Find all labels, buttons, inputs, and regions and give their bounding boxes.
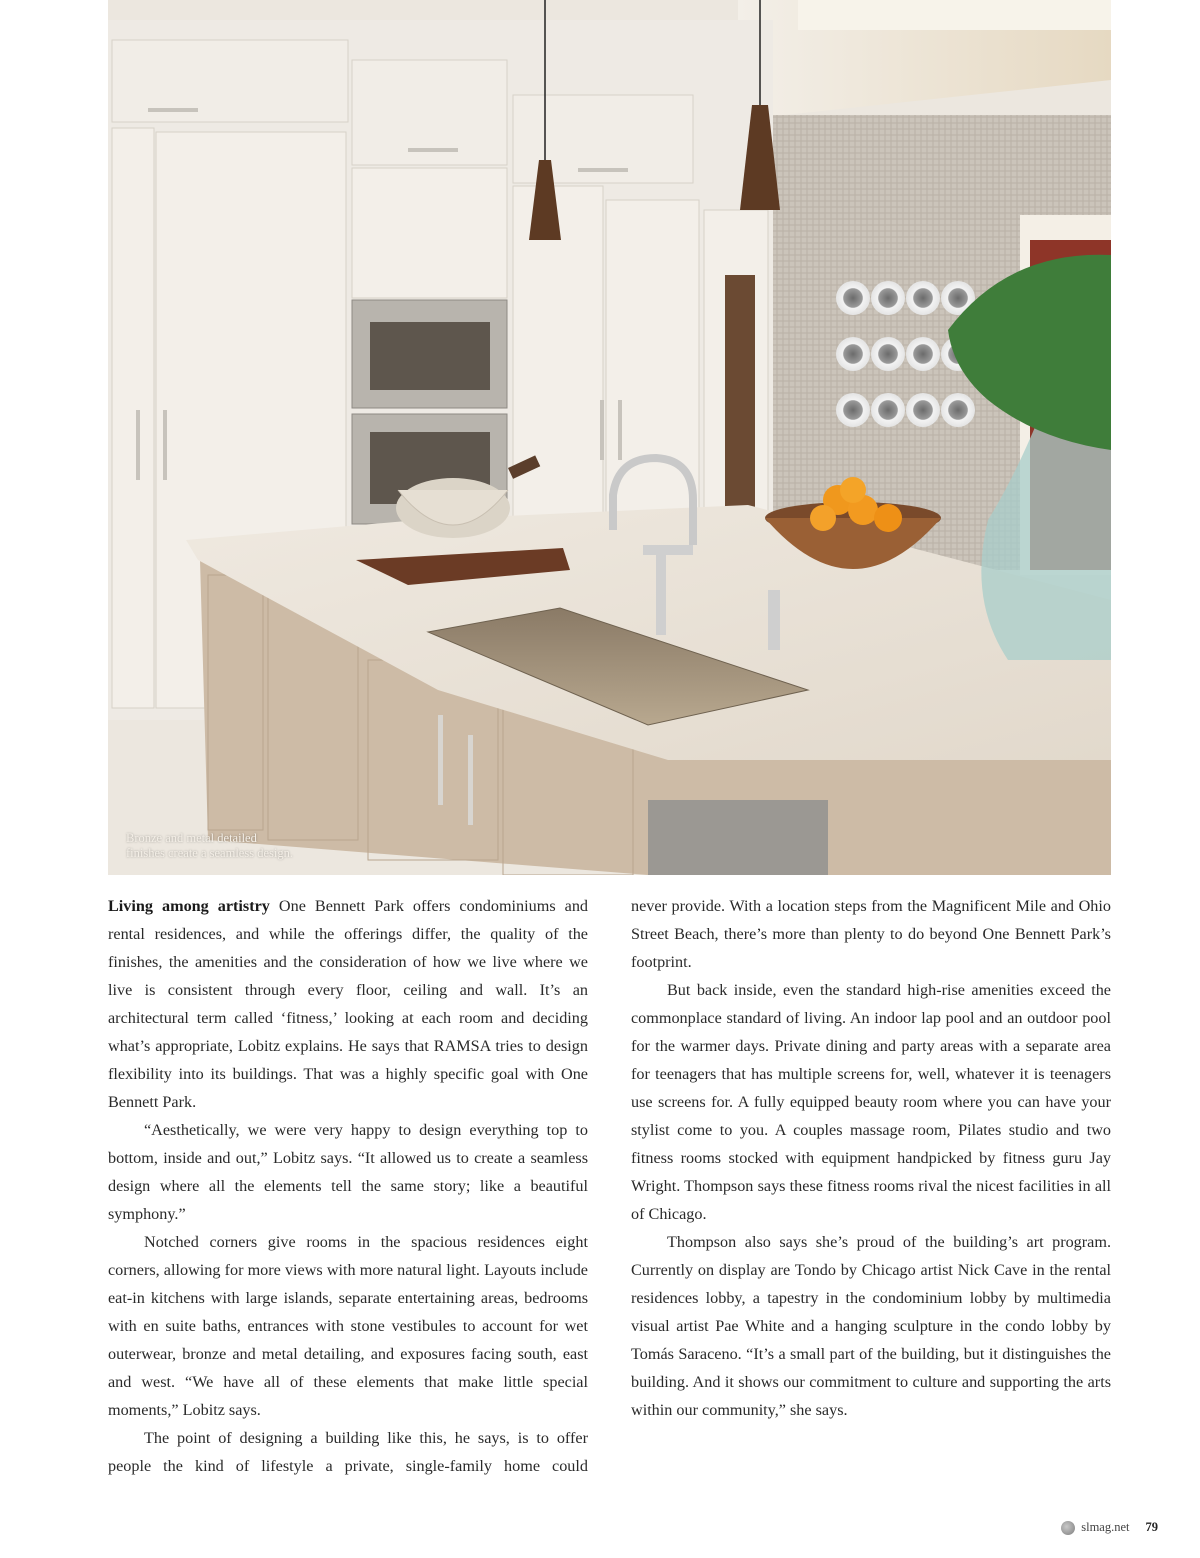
magazine-logo-icon: [1061, 1521, 1075, 1535]
photo-caption-line-2: finishes create a seamless design.: [126, 846, 293, 860]
photo-caption-line-1: Bronze and metal detailed: [126, 831, 257, 845]
article-column-right: [631, 892, 1111, 1424]
article-column-left: [108, 892, 588, 1480]
kitchen-photo: [108, 0, 1111, 875]
paragraph-text: One Bennett Park offers condominiums and rental residences, and while the offerings differ, the quality of the finishes, the amenities and the consideration of how we live where we live is consistent through every floor, ceiling and wall. It’s an architectural term called ‘fitness,’ looking at each room and deciding what’s appropriate, Lobitz explains. He says that RAMSA tries to design flexibility into its buildings. That was a highly specific goal with One Bennett Park.: [108, 897, 589, 1111]
photo-caption: [126, 831, 293, 861]
article-paragraph: Notched corners give rooms in the spacious residences eight corners, allowing for more views with more natural light. Layouts include eat-in kitchens with large islands, separate entertaining areas, bedrooms with en suite baths, entrances with stone vestibules to account for wet outerwear, bronze and metal detailing, and exposures facing south, east and west. “We have all of these elements that make little special moments,” Lobitz says.: [108, 1233, 588, 1419]
kitchen-illustration: [108, 0, 1111, 875]
page-number: 79: [1145, 1520, 1158, 1534]
page-footer: [1061, 1520, 1158, 1535]
wine-fridge: [725, 275, 755, 525]
site-url[interactable]: slmag.net: [1081, 1520, 1130, 1534]
article-paragraph: “Aesthetically, we were very happy to design everything top to bottom, inside and out,” Lobitz says. “It allowed us to create a seamless design where all the elements tell the same story; like a beautiful symphony.”: [108, 1121, 588, 1223]
article-paragraph: never provide. With a location steps from the Magnificent Mile and Ohio Street Beach, there’s more than plenty to do beyond One Bennett Park’s footprint.: [631, 897, 1111, 971]
article-paragraph: [108, 892, 588, 1116]
section-lead-in: Living among artistry: [108, 897, 270, 915]
article-paragraph: But back inside, even the standard high-rise amenities exceed the commonplace standard of living. An indoor lap pool and an outdoor pool for the warmer days. Private dining and party areas with a separate area for teenagers that has multiple screens for, well, whatever it is teenagers use screens for. A fully equipped beauty room where you can have your stylist come to you. A couples massage room, Pilates studio and two fitness rooms stocked with equipment handpicked by fitness guru Jay Wright. Thompson says these fitness rooms rival the nicest facilities in all of Chicago.: [631, 981, 1111, 1223]
article-paragraph: The point of designing a building like this, he says, is to offer people the kind of lifestyle a private, single-family home could: [108, 1429, 588, 1475]
article-paragraph: Thompson also says she’s proud of the building’s art program. Currently on display are Tondo by Chicago artist Nick Cave in the rental residences lobby, a tapestry in the condominium lobby by multimedia visual artist Pae White and a hanging sculpture in the condo lobby by Tomás Saraceno. “It’s a small part of the building, but it distinguishes the building. And it shows our commitment to culture and supporting the arts within our community,” she says.: [631, 1233, 1111, 1419]
